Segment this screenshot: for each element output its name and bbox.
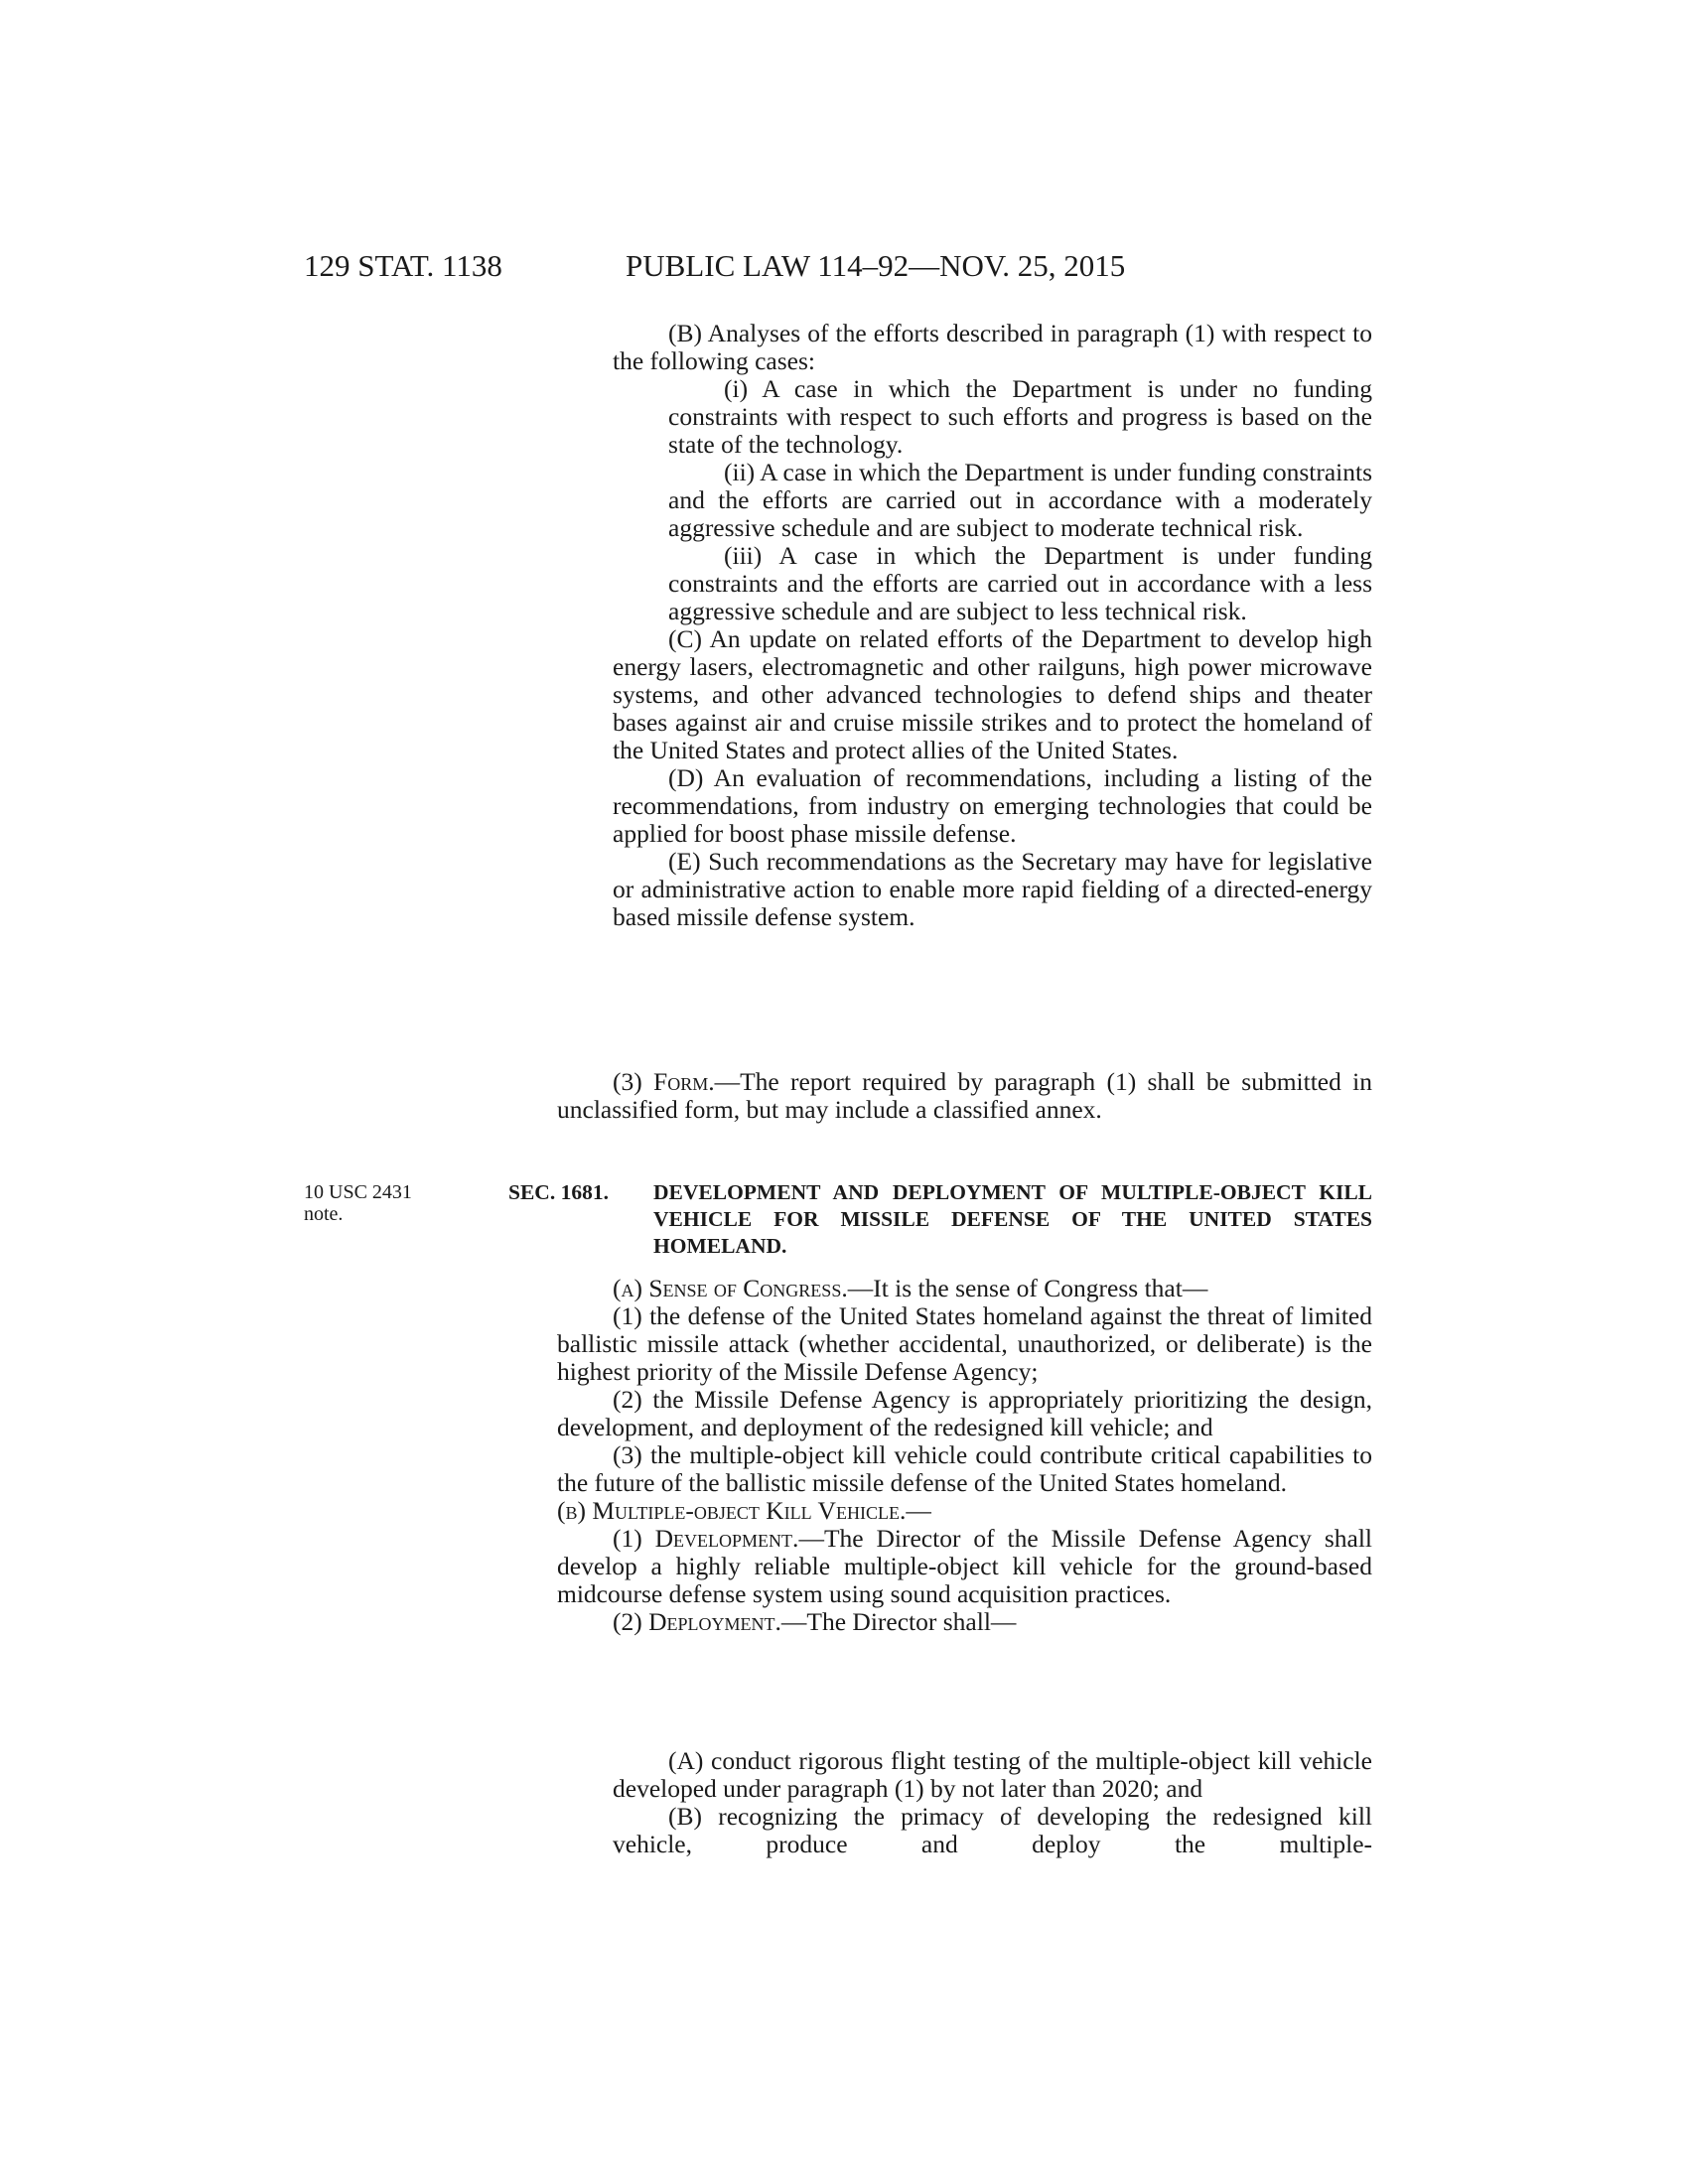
margin-citation-line1: 10 USC 2431: [304, 1181, 412, 1203]
subsection-a-3: (3) the multiple-object kill vehicle could contribute critical capabilities to the future of the ballistic missile defense of the United States homeland.: [557, 1440, 1372, 1497]
paragraph-D: (D) An evaluation of recommendations, including a listing of the recommendations, from industry on emerging technologies that could be applied for boost phase missile defense.: [613, 763, 1372, 848]
paragraph-b-1: [557, 1525, 1372, 1608]
paragraph-B: (B) Analyses of the efforts described in paragraph (1) with respect to the following cases:: [613, 319, 1372, 375]
subsection-a-text: —It is the sense of Congress that—: [847, 1274, 1208, 1302]
paragraph-b-1-text: —The Director of the Missile Defense Agency shall develop a highly reliable multiple-object kill vehicle for the ground-based midcourse defense system using sound acquisition practices.: [557, 1524, 1372, 1608]
paragraph-b-2-label: (2) Deployment.: [613, 1607, 781, 1636]
subsection-a-1: [557, 1302, 1372, 1386]
subsection-b-label: (b) Multiple-object Kill Vehicle.: [557, 1496, 907, 1525]
subsection-b-text: —: [906, 1496, 931, 1525]
section-title: DEVELOPMENT AND DEPLOYMENT OF MULTIPLE-OBJECT KILL VEHICLE FOR MISSILE DEFENSE OF THE UNITED STATES HOMELAND.: [653, 1180, 1372, 1258]
paragraph-b-2: [557, 1608, 1372, 1636]
stat-page-number: 129 STAT. 1138: [304, 248, 502, 283]
paragraph-E: (E) Such recommendations as the Secretary may have for legislative or administrative action to enable more rapid fielding of a directed-energy based missile defense system.: [613, 847, 1372, 931]
margin-citation-line2: note.: [304, 1203, 344, 1225]
paragraph-b-2-text: —The Director shall—: [780, 1607, 1017, 1636]
paragraph-C: (C) An update on related efforts of the Department to develop high energy lasers, electromagnetic and other railguns, high power microwave systems, and other advanced technologies to defend ships and theater bases against air and cruise missile strikes and to protect the homeland of the United States and protect allies of the United States.: [613, 624, 1372, 764]
paragraph-3-form: [557, 1068, 1372, 1124]
subsection-a-1-text: (1) the defense of the United States homeland against the threat of limited ballistic missile attack (whether accidental, unauthorized, or deliberate) is the highest priority of the Missile Defense Agency;: [557, 1301, 1372, 1386]
section-heading: [508, 1179, 1372, 1260]
clause-ii: (ii) A case in which the Department is under funding constraints and the efforts are carried out in accordance with a moderately aggressive schedule and are subject to moderate technical risk.: [668, 458, 1372, 542]
clause-i: (i) A case in which the Department is under no funding constraints with respect to such efforts and progress is based on the state of the technology.: [668, 374, 1372, 459]
subsection-a-2: (2) the Missile Defense Agency is appropriately prioritizing the design, development, and deployment of the redesigned kill vehicle; and: [557, 1385, 1372, 1441]
top-text-block: [613, 320, 1372, 931]
paragraph-b-1-label: (1) Development.: [613, 1524, 799, 1553]
subparagraph-b-2-A: (A) conduct rigorous flight testing of the multiple-object kill vehicle developed under paragraph (1) by not later than 2020; and: [613, 1746, 1372, 1803]
section-body: [557, 1275, 1372, 1636]
paragraph-3-block: [557, 1068, 1372, 1124]
section-number: SEC. 1681.: [508, 1180, 609, 1204]
subparagraph-b-2-B: (B) recognizing the primacy of developing the redesigned kill vehicle, produce and deploy the multiple-: [613, 1802, 1372, 1858]
running-header-title: PUBLIC LAW 114–92—NOV. 25, 2015: [626, 248, 1126, 283]
form-label: (3) Form.: [613, 1067, 715, 1096]
subsection-a: [557, 1275, 1372, 1302]
clause-iii: (iii) A case in which the Department is under funding constraints and the efforts are carried out in accordance with a less aggressive schedule and are subject to less technical risk.: [668, 541, 1372, 625]
subparagraph-block: [613, 1747, 1372, 1858]
form-text: —The report required by paragraph (1) shall be submitted in unclassified form, but may include a classified annex.: [557, 1067, 1372, 1124]
subsection-a-label: (a) Sense of Congress.: [613, 1274, 848, 1302]
subsection-b: [557, 1497, 1372, 1525]
margin-citation: [304, 1181, 412, 1225]
